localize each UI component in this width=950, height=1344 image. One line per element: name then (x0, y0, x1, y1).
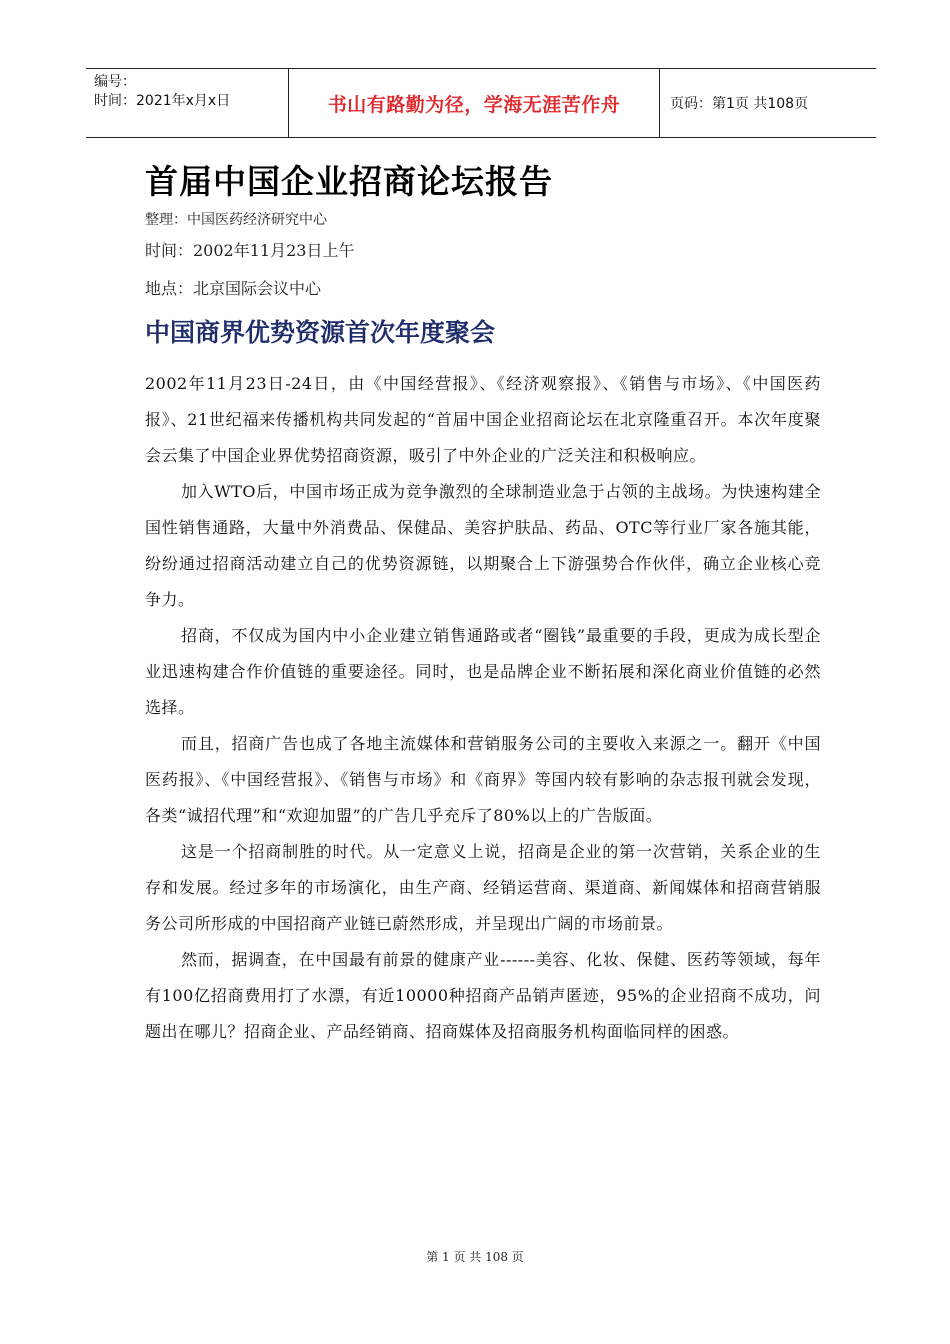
paragraph: 然而，据调查，在中国最有前景的健康产业------美容、化妆、保健、医药等领域，每年有100亿招商费用打了水漂，有近10000种招商产品销声匿迹，95%的企业招商不成功，问题出在哪儿？招商企业、产品经销商、招商媒体及招商服务机构面临同样的困惑。 (145, 950, 821, 1041)
organizer-line: 整理：中国医药经济研究中心 (145, 212, 327, 228)
header-page-info: 页码：第1页 共108页 (670, 96, 809, 112)
time-line: 时间：2002年11月23日上午 (145, 241, 355, 260)
paragraph: 而且，招商广告也成了各地主流媒体和营销服务公司的主要收入来源之一。翻开《中国医药报》、《中国经营报》、《销售与市场》和《商界》等国内较有影响的杂志报刊就会发现，各类“诚招代理”和“欢迎加盟”的广告几乎充斥了80%以上的广告版面。 (145, 734, 821, 825)
document-body (145, 160, 821, 1050)
page-header (86, 68, 876, 138)
paragraph: 这是一个招商制胜的时代。从一定意义上说，招商是企业的第一次营销，关系企业的生存和发展。经过多年的市场演化，由生产商、经销运营商、渠道商、新闻媒体和招商营销服务公司所形成的中国招商产业链已蔚然形成，并呈现出广阔的市场前景。 (145, 842, 821, 933)
date-label: 时间：2021年x月x日 (94, 93, 231, 109)
location-line: 地点：北京国际会议中心 (145, 279, 322, 298)
paragraph: 2002年11月23日-24日，由《中国经营报》、《经济观察报》、《销售与市场》、《中国医药报》、21世纪福来传播机构共同发起的“首届中国企业招商论坛在北京隆重召开。本次年度聚会云集了中国企业界优势招商资源，吸引了中外企业的广泛关注和积极响应。 (145, 374, 821, 465)
paragraph: 招商，不仅成为国内中小企业建立销售通路或者“圈钱”最重要的手段，更成为成长型企业迅速构建合作价值链的重要途径。同时，也是品牌企业不断拓展和深化商业价值链的必然选择。 (145, 626, 821, 717)
serial-number-label: 编号： (94, 74, 136, 90)
document-title: 首届中国企业招商论坛报告 (145, 162, 553, 201)
page-footer: 第 1 页 共 108 页 (426, 1250, 524, 1264)
header-motto: 书山有路勤为径，学海无涯苦作舟 (288, 69, 660, 137)
section-title: 中国商界优势资源首次年度聚会 (145, 318, 496, 347)
paragraph: 加入WTO后，中国市场正成为竞争激烈的全球制造业急于占领的主战场。为快速构建全国性销售通路，大量中外消费品、保健品、美容护肤品、药品、OTC等行业厂家各施其能，纷纷通过招商活动建立自己的优势资源链，以期聚合上下游强势合作伙伴，确立企业核心竞争力。 (145, 482, 821, 609)
header-left-cell (86, 69, 288, 137)
